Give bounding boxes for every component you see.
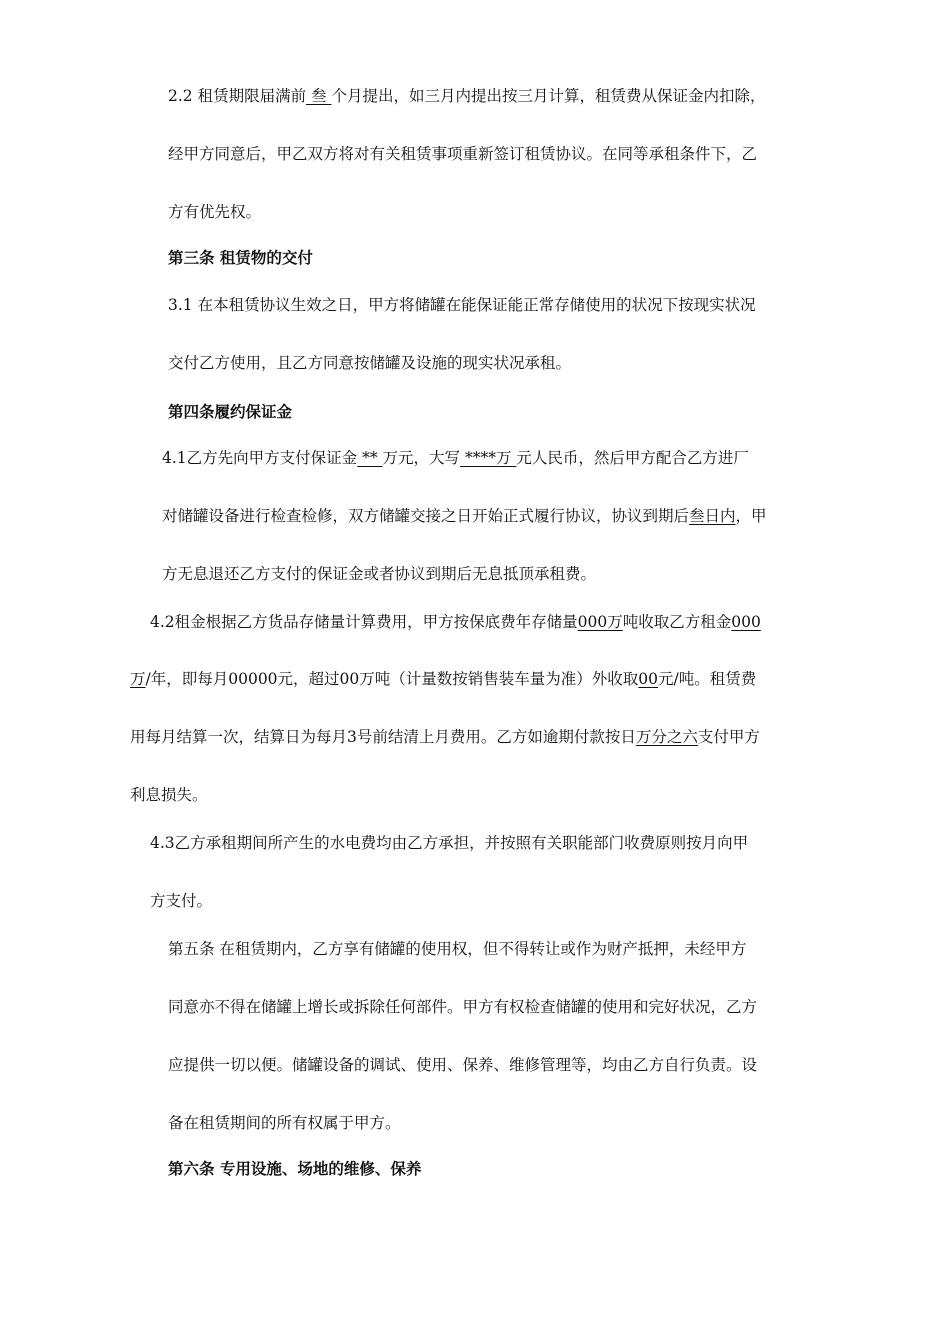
article-5-line-4: 备在租赁期间的所有权属于甲方。 — [168, 1114, 401, 1132]
clause-4-3-line-1: 4.3乙方承租期间所产生的水电费均由乙方承担，并按照有关职能部门收费原则按月向甲 — [150, 834, 749, 852]
clause-4-1-text-c: 元人民币，然后甲方配合乙方进厂 — [516, 449, 749, 467]
clause-4-2-line-4: 利息损失。 — [130, 786, 208, 804]
clause-4-2-rent-unit-field: 万 — [130, 670, 146, 688]
article-6-heading: 第六条 专用设施、场地的维修、保养 — [168, 1160, 422, 1178]
clause-4-2-rent-field: 000 — [731, 613, 761, 631]
clause-4-2-text-c: /年，即每月00000元，超过00万吨（计量数按销售装车量为准）外收取 — [145, 670, 639, 688]
article-5-line-2: 同意亦不得在储罐上增长或拆除任何部件。甲方有权检查储罐的使用和完好状况，乙方 — [168, 998, 758, 1016]
clause-4-3-line-2: 方支付。 — [150, 892, 213, 910]
clause-4-1-text-d: 对储罐设备进行检查检修，双方储罐交接之日开始正式履行协议，协议到期后 — [162, 507, 690, 525]
clause-4-1-text-a: 4.1乙方先向甲方支付保证金 — [162, 449, 358, 467]
clause-4-2-line-3 — [130, 727, 760, 747]
article-3-heading: 第三条 租赁物的交付 — [168, 249, 313, 267]
clause-4-2-line-1 — [150, 612, 761, 632]
clause-3-1-line-2: 交付乙方使用，且乙方同意按储罐及设施的现实状况承租。 — [168, 354, 572, 372]
clause-2-2-line-1 — [168, 86, 765, 106]
clause-4-2-line-2 — [130, 669, 756, 689]
clause-4-2-text-d: 元/吨。租赁费 — [658, 670, 757, 688]
clause-4-1-days-field: 叁日内 — [689, 507, 736, 525]
clause-4-2-penalty-rate-field: 万分之六 — [635, 728, 698, 746]
clause-2-2-months-field: 叁 — [306, 87, 332, 105]
clause-2-2-text-a: 2.2 租赁期限届满前 — [168, 87, 307, 105]
clause-4-1-text-e: ，甲 — [735, 507, 767, 525]
clause-2-2-line-2: 经甲方同意后，甲乙双方将对有关租赁事项重新签订租赁协议。在同等承租条件下，乙 — [168, 145, 758, 163]
clause-4-2-text-a: 4.2租金根据乙方货品存储量计算费用，甲方按保底费年存储量 — [150, 613, 578, 631]
clause-4-1-line-2 — [162, 506, 767, 526]
clause-4-1-amount-field: ** — [357, 449, 383, 467]
clause-4-2-text-f: 支付甲方 — [697, 728, 760, 746]
clause-4-1-line-1 — [162, 448, 749, 468]
clause-2-2-text-b: 个月提出，如三月内提出按三月计算，租赁费从保证金内扣除， — [331, 87, 766, 105]
clause-2-2-line-3: 方有优先权。 — [168, 203, 262, 221]
article-4-heading: 第四条履约保证金 — [168, 403, 293, 421]
clause-4-1-text-b: 万元，大写 — [382, 449, 461, 467]
clause-3-1-line-1: 3.1 在本租赁协议生效之日，甲方将储罐在能保证能正常存储使用的状况下按现实状况 — [168, 296, 756, 314]
article-5-line-1: 第五条 在租赁期内，乙方享有储罐的使用权，但不得转让或作为财产抵押，未经甲方 — [168, 940, 747, 958]
clause-4-1-line-3: 方无息退还乙方支付的保证金或者协议到期后无息抵顶承租费。 — [162, 565, 597, 583]
clause-4-2-text-e: 用每月结算一次，结算日为每月3号前结清上月费用。乙方如逾期付款按日 — [130, 728, 636, 746]
article-5-line-3: 应提供一切以便。储罐设备的调试、使用、保养、维修管理等，均由乙方自行负责。设 — [168, 1056, 758, 1074]
clause-4-2-excess-rate-field: 00 — [638, 670, 659, 688]
clause-4-2-text-b: 吨收取乙方租金 — [622, 613, 732, 631]
clause-4-2-volume-field: 000万 — [577, 613, 623, 631]
clause-4-1-amount-words-field: ****万 — [460, 449, 517, 467]
